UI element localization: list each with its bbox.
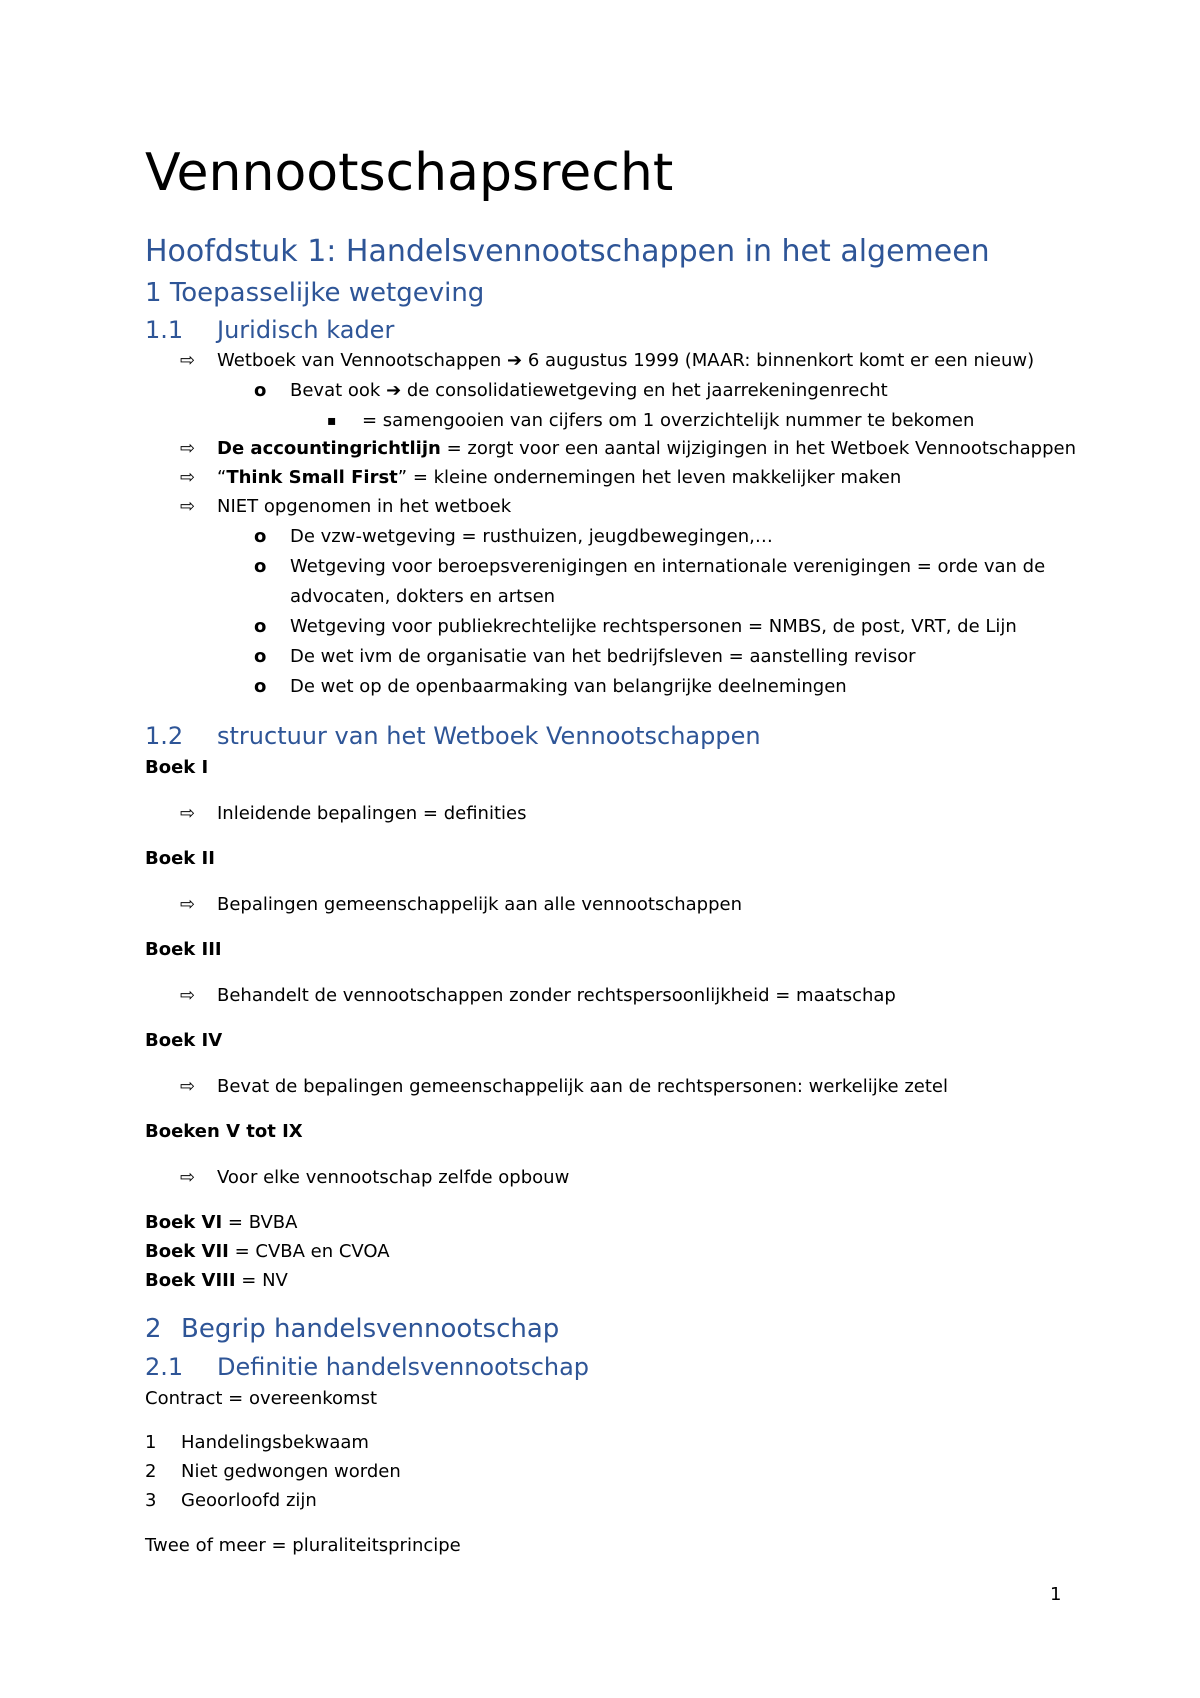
subsection-1-1-heading xyxy=(145,314,394,346)
list-item: De accountingrichtlijn = zorgt voor een aantal wijzigingen in het Wetboek Vennootschappen xyxy=(217,438,1076,459)
list-number: 2 xyxy=(145,1461,157,1482)
page-number: 1 xyxy=(1050,1584,1062,1605)
list-item: Wetboek van Vennootschappen ➔ 6 augustus 1999 (MAAR: binnenkort komt er een nieuw) xyxy=(217,350,1035,371)
boek-heading: Boeken V tot IX xyxy=(145,1121,303,1142)
subsection-1-2-number: 1.2 xyxy=(145,722,184,750)
arrow-bullet-icon: ⇨ xyxy=(180,438,196,459)
list-item: Bepalingen gemeenschappelijk aan alle vennootschappen xyxy=(217,894,742,915)
list-item: Niet gedwongen worden xyxy=(181,1461,401,1482)
section-2-heading xyxy=(145,1312,559,1346)
subsection-2-1-title: Definitie handelsvennootschap xyxy=(217,1353,590,1381)
paragraph: Twee of meer = pluraliteitsprincipe xyxy=(145,1535,461,1556)
section-2-number: 2 xyxy=(145,1314,162,1344)
list-item: De wet ivm de organisatie van het bedrijfsleven = aanstelling revisor xyxy=(290,646,916,667)
arrow-bullet-icon: ⇨ xyxy=(180,803,196,824)
list-number: 3 xyxy=(145,1490,157,1511)
list-number: 1 xyxy=(145,1432,157,1453)
subsection-1-2-title: structuur van het Wetboek Vennootschappen xyxy=(217,722,761,750)
list-item: De wet op de openbaarmaking van belangrijke deelnemingen xyxy=(290,676,847,697)
subsection-2-1-number: 2.1 xyxy=(145,1353,184,1381)
document-title: Vennootschapsrecht xyxy=(145,143,674,203)
circle-bullet-icon: o xyxy=(254,676,267,697)
circle-bullet-icon: o xyxy=(254,646,267,667)
list-item: Wetgeving voor beroepsverenigingen en internationale verenigingen = orde van de xyxy=(290,556,1046,577)
chapter-heading: Hoofdstuk 1: Handelsvennootschappen in het algemeen xyxy=(145,234,990,269)
list-item: Behandelt de vennootschappen zonder rechtspersoonlijkheid = maatschap xyxy=(217,985,896,1006)
list-item: NIET opgenomen in het wetboek xyxy=(217,496,512,517)
arrow-bullet-icon: ⇨ xyxy=(180,1167,196,1188)
arrow-icon: ➔ xyxy=(507,350,523,371)
circle-bullet-icon: o xyxy=(254,526,267,547)
subsection-1-1-title: Juridisch kader xyxy=(217,316,395,344)
list-item-continuation: advocaten, dokters en artsen xyxy=(290,586,556,607)
boek-heading: Boek IV xyxy=(145,1030,223,1051)
circle-bullet-icon: o xyxy=(254,616,267,637)
paragraph: Contract = overeenkomst xyxy=(145,1388,378,1409)
subsection-2-1-heading xyxy=(145,1351,589,1383)
list-item: Voor elke vennootschap zelfde opbouw xyxy=(217,1167,570,1188)
arrow-bullet-icon: ⇨ xyxy=(180,985,196,1006)
arrow-bullet-icon: ⇨ xyxy=(180,467,196,488)
arrow-icon: ➔ xyxy=(386,380,402,401)
section-1-number: 1 xyxy=(145,278,162,308)
circle-bullet-icon: o xyxy=(254,380,267,401)
list-item: Handelingsbekwaam xyxy=(181,1432,369,1453)
list-item: Inleidende bepalingen = definities xyxy=(217,803,527,824)
circle-bullet-icon: o xyxy=(254,556,267,577)
subsection-1-2-heading xyxy=(145,720,761,752)
list-item: De vzw-wetgeving = rusthuizen, jeugdbewegingen,… xyxy=(290,526,773,547)
arrow-bullet-icon: ⇨ xyxy=(180,1076,196,1097)
boek-line: Boek VII = CVBA en CVOA xyxy=(145,1241,390,1262)
boek-heading: Boek II xyxy=(145,848,215,869)
list-item: Geoorloofd zijn xyxy=(181,1490,317,1511)
section-1-heading xyxy=(145,276,484,310)
square-bullet-icon: ▪ xyxy=(327,413,337,429)
boek-heading: Boek III xyxy=(145,939,222,960)
boek-line: Boek VIII = NV xyxy=(145,1270,288,1291)
arrow-bullet-icon: ⇨ xyxy=(180,496,196,517)
list-item: Bevat de bepalingen gemeenschappelijk aan de rechtspersonen: werkelijke zetel xyxy=(217,1076,948,1097)
boek-line: Boek VI = BVBA xyxy=(145,1212,298,1233)
boek-heading: Boek I xyxy=(145,757,209,778)
section-1-title: Toepasselijke wetgeving xyxy=(169,278,485,308)
arrow-bullet-icon: ⇨ xyxy=(180,350,196,371)
arrow-bullet-icon: ⇨ xyxy=(180,894,196,915)
list-item: = samengooien van cijfers om 1 overzichtelijk nummer te bekomen xyxy=(362,410,975,431)
list-item: “Think Small First” = kleine ondernemingen het leven makkelijker maken xyxy=(217,467,902,488)
section-2-title: Begrip handelsvennootschap xyxy=(181,1314,560,1344)
list-item: Bevat ook ➔ de consolidatiewetgeving en het jaarrekeningenrecht xyxy=(290,380,888,401)
list-item: Wetgeving voor publiekrechtelijke rechtspersonen = NMBS, de post, VRT, de Lijn xyxy=(290,616,1017,637)
subsection-1-1-number: 1.1 xyxy=(145,316,184,344)
